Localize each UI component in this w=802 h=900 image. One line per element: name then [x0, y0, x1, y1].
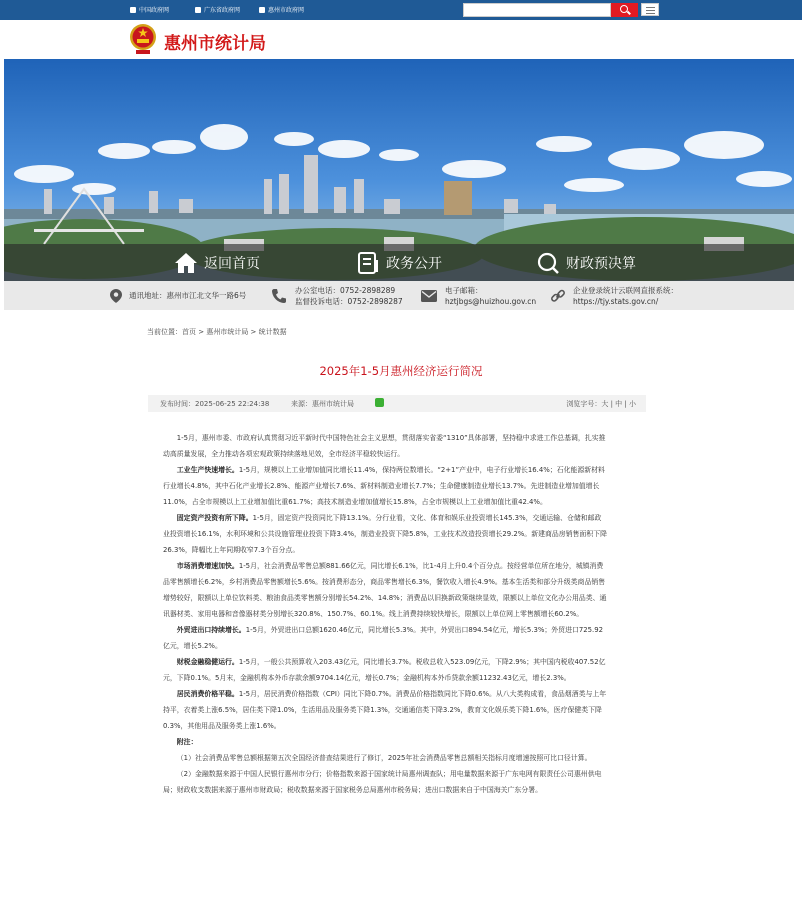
- link-gov-cn[interactable]: 中国政府网: [130, 5, 169, 14]
- paragraph: 工业生产快速增长。1-5月，规模以上工业增加值同比增长11.4%，保持两位数增长。“2+1”产业中，电子行业增长16.4%；石化能源新材料行业增长4.8%，其中石化产业增长2.8%、能源产业增长7.6%、新材料制造业增长7.7%；生命健康制造业增长13.7%。先进制造业增加值增长11.0%，占全市规模以上工业增加值比重61.7%；高技术制造业增加值增长15.8%，占全市规模以上工业增加值比重42.4%。: [163, 466, 605, 506]
- email-item: 电子邮箱： hztjbgs@huizhou.gov.cn: [421, 281, 536, 310]
- paragraph: 市场消费增速加快。1-5月，社会消费品零售总额881.66亿元，同比增长6.1%，比1-4月上升0.4个百分点。按经营单位所在地分，城镇消费品零售额增长6.2%，乡村消费品零售额增长5.6%。按消费形态分，商品零售增长6.3%，餐饮收入增长4.9%。基本生活类和部分升级类商品销售增势较好，限额以上单位饮料类、粮油食品类零售额分别增长54.2%、14.8%；消费品以旧换新政策继续显效，限额以上单位文化办公用品类、通讯器材类、家用电器和音像器材类分别增长320.8%、150.7%、60.1%。线上消费持续较快增长，限额以上单位网上零售额增长60.2%。: [163, 562, 607, 618]
- note: （2）金融数据来源于中国人民银行惠州市分行；价格指数来源于国家统计局惠州调查队；用电量数据来源于广东电网有限责任公司惠州供电局；财政收支数据来源于惠州市财政局；税收数据来源于国家税务总局惠州市税务局；进出口数据来自于中国海关广东分署。: [163, 770, 602, 794]
- home-icon: [174, 251, 198, 275]
- national-emblem-icon: [128, 22, 158, 56]
- paragraph: 1-5月，惠州市委、市政府认真贯彻习近平新时代中国特色社会主义思想，贯彻落实省委“1310”具体部署，坚持稳中求进工作总基调，扎实推动高质量发展，全力推动各项宏观政策持续落地见效，全市经济平稳较快运行。: [163, 434, 606, 458]
- report-system-item: 企业登录统计云联网直报系统： https://tjy.stats.gov.cn/: [550, 281, 678, 310]
- address-item: 通讯地址：惠州市江北文华一路6号: [110, 281, 246, 310]
- phone-item: 办公室电话：0752-2898289 监督投诉电话：0752-2898287: [271, 281, 403, 310]
- nav-budget[interactable]: 财政预决算: [536, 244, 636, 281]
- link-huizhou-gov[interactable]: 惠州市政府网: [259, 5, 304, 14]
- nav-home[interactable]: 返回首页: [174, 244, 260, 281]
- link-gd-gov[interactable]: 广东省政府网: [195, 5, 240, 14]
- menu-button[interactable]: [641, 3, 659, 16]
- document-icon: [356, 251, 380, 275]
- top-bar: [0, 0, 802, 20]
- mail-icon: [421, 290, 437, 302]
- source: 来源：惠州市统计局: [291, 400, 354, 408]
- font-size-switch[interactable]: 浏览字号：大 | 中 | 小: [566, 400, 636, 408]
- article-meta: [148, 395, 646, 412]
- home-icon: [130, 7, 136, 13]
- phone-icon: [271, 288, 287, 304]
- location-pin-icon: [110, 289, 122, 303]
- paragraph: 外贸进出口持续增长。1-5月，外贸进出口总额1620.46亿元，同比增长5.3%。其中，外贸出口894.54亿元，增长5.3%；外贸进口725.92亿元，增长5.2%。: [163, 626, 603, 650]
- paragraph: 居民消费价格平稳。1-5月，居民消费价格指数（CPI）同比下降0.7%。消费品价格指数同比下降0.6%。从八大类构成看，食品烟酒类与上年持平，衣着类上涨6.5%，居住类下降1.0%，生活用品及服务类下降1.3%，交通通信类下降3.2%，教育文化娱乐类下降1.6%，医疗保健类下降0.3%，其他用品及服务类上涨1.6%。: [163, 690, 607, 730]
- main-nav: [4, 244, 794, 281]
- search-money-icon: [536, 251, 560, 275]
- breadcrumb[interactable]: 当前位置：首页 > 惠州市统计局 > 统计数据: [147, 328, 287, 336]
- note-heading: 附注：: [176, 738, 198, 746]
- article-title: 2025年1-5月惠州经济运行简况: [319, 364, 483, 378]
- search-input[interactable]: [463, 3, 611, 17]
- publish-time: 发布时间：2025-06-25 22:24:38: [160, 400, 270, 408]
- article-body: [163, 430, 607, 798]
- home-icon: [195, 7, 201, 13]
- paragraph: 固定资产投资有所下降。1-5月，固定资产投资同比下降13.1%。分行业看，文化、体育和娱乐业投资增长145.3%，交通运输、仓储和邮政业投资增长16.1%，水利环境和公共设施管理业投资下降3.4%，制造业投资下降5.8%，工业技术改造投资增长29.2%。新建商品房销售面积下降26.3%，降幅比上年同期收窄7.3个百分点。: [163, 514, 607, 554]
- contact-bar: [4, 281, 794, 310]
- wechat-share-icon[interactable]: [375, 398, 384, 407]
- search-button[interactable]: [611, 3, 638, 17]
- paragraph: 财税金融稳健运行。1-5月，一般公共预算收入203.43亿元，同比增长3.7%。税收总收入523.09亿元，下降2.9%；其中国内税收407.52亿元，下降0.1%。5月末，金融机构本外币存款余额9704.14亿元，增长0.7%；金融机构本外币贷款余额11232.43亿元，增长2.3%。: [163, 658, 606, 682]
- note: （1）社会消费品零售总额根据第五次全国经济普查结果进行了修订，2025年社会消费品零售总额相关指标月度增速按照可比口径计算。: [176, 754, 592, 762]
- home-icon: [259, 7, 265, 13]
- site-title[interactable]: 惠州市统计局: [164, 34, 266, 54]
- site-header: [0, 20, 802, 59]
- link-icon: [550, 288, 566, 304]
- banner: [4, 59, 794, 281]
- nav-gov-affairs[interactable]: 政务公开: [356, 244, 442, 281]
